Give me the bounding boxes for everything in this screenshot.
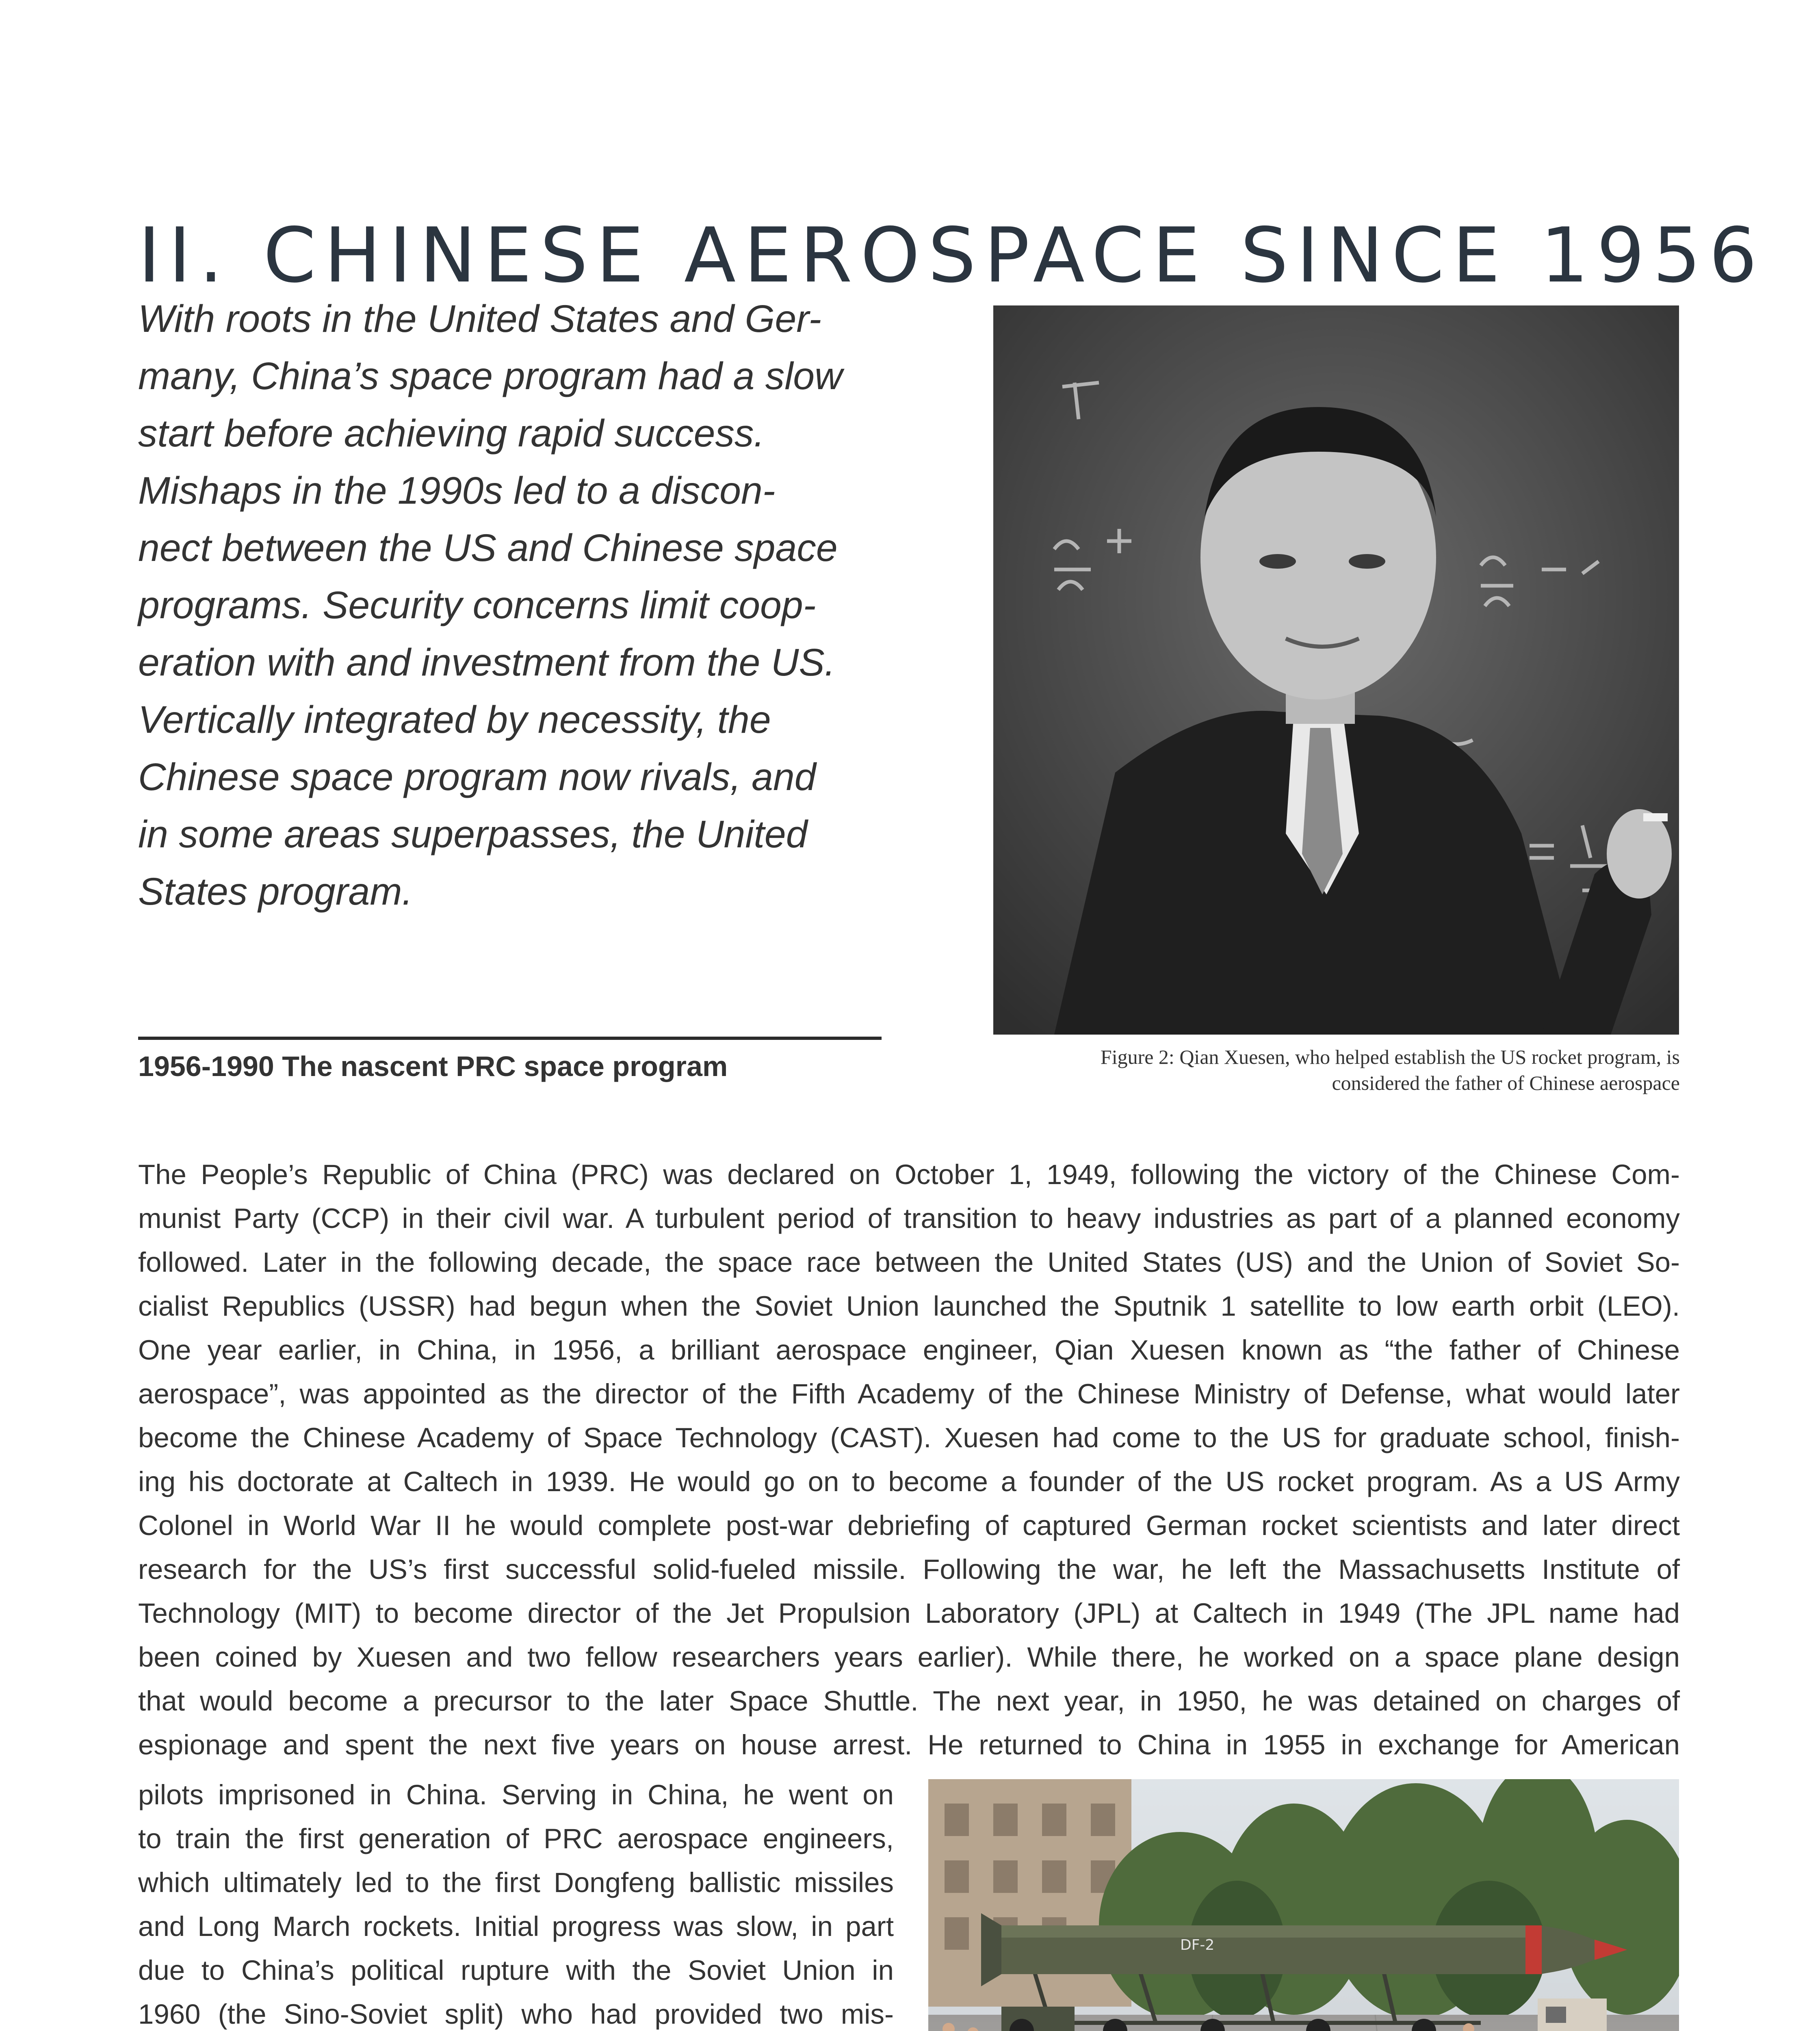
intro-line: Mishaps in the 1990s led to a discon- (138, 469, 776, 512)
intro-line: start before achieving rapid success. (138, 412, 765, 455)
section-heading: 1956-1990 The nascent PRC space program (138, 1050, 728, 1082)
body-line: One year earlier, in China, in 1956, a brilliant aerospace engineer, Qian Xuesen known as “the father of Chinese (138, 1334, 1680, 1366)
intro-line: Vertically integrated by necessity, the (138, 698, 771, 741)
body-line: followed. Later in the following decade, the space race between the United States (US) and the Union of Soviet So- (138, 1247, 1680, 1278)
body-line: which ultimately led to the first Dongfeng ballistic missiles (138, 1867, 894, 1898)
caption-line: considered the father of Chinese aerospace (1332, 1072, 1680, 1094)
intro-line: eration with and investment from the US. (138, 641, 836, 684)
missile-marking: DF-2 (1180, 1937, 1215, 1953)
figure-2-caption (955, 1044, 1680, 1096)
intro-line: many, China’s space program had a slow (138, 355, 843, 398)
body-line: Technology (MIT) to become director of the Jet Propulsion Laboratory (JPL) at Caltech in 1949 (The JPL name had (138, 1598, 1680, 1629)
body-line: ing his doctorate at Caltech in 1939. He would go on to become a founder of the US rocket program. As a US Army (138, 1466, 1680, 1497)
body-line: research for the US’s first successful solid-fueled missile. Following the war, he left the Massachusetts Institute of (138, 1554, 1680, 1585)
body-line: become the Chinese Academy of Space Technology (CAST). Xuesen had come to the US for graduate school, finish- (138, 1422, 1680, 1453)
intro-line: nect between the US and Chinese space (138, 526, 838, 569)
dongfeng-2-photo (928, 1779, 1679, 2031)
body-line: to train the first generation of PRC aerospace engineers, (138, 1823, 894, 1854)
missile-photo-icon (928, 1779, 1679, 2031)
body-line: been coined by Xuesen and two fellow researchers years earlier). While there, he worked on a space plane design (138, 1641, 1680, 1673)
body-line: 1960 (the Sino-Soviet split) who had provided two mis- (138, 1999, 894, 2030)
body-line: pilots imprisoned in China. Serving in China, he went on (138, 1779, 894, 1810)
intro-summary (138, 290, 910, 920)
body-line: The People’s Republic of China (PRC) was declared on October 1, 1949, following the victory of the Chinese Com- (138, 1159, 1680, 1190)
body-line: espionage and spent the next five years on house arrest. He returned to China in 1955 in exchange for American (138, 1729, 1680, 1760)
body-paragraph (138, 1153, 1680, 1767)
section-divider (138, 1037, 882, 1040)
intro-line: States program. (138, 870, 413, 913)
portrait-photo-icon (993, 305, 1679, 1035)
body-line: Colonel in World War II he would complete post-war debriefing of captured German rocket scientists and later direct (138, 1510, 1680, 1541)
body-line: due to China’s political rupture with the Soviet Union in (138, 1955, 894, 1986)
intro-line: in some areas superpasses, the United (138, 813, 808, 856)
qian-xuesen-photo (993, 305, 1679, 1035)
caption-line: Figure 2: Qian Xuesen, who helped establish the US rocket program, is (1100, 1046, 1680, 1068)
body-paragraph-narrow (138, 1773, 894, 2031)
page-title: II. CHINESE AEROSPACE SINCE 1956 (138, 211, 1766, 299)
body-line: munist Party (CCP) in their civil war. A turbulent period of transition to heavy industries as part of a planned economy (138, 1203, 1680, 1234)
body-line: and Long March rockets. Initial progress was slow, in part (138, 1911, 894, 1942)
body-line: aerospace”, was appointed as the director of the Fifth Academy of the Chinese Ministry of Defense, what would later (138, 1378, 1680, 1410)
intro-line: With roots in the United States and Ger- (138, 297, 821, 340)
intro-line: Chinese space program now rivals, and (138, 756, 816, 799)
body-line: that would become a precursor to the later Space Shuttle. The next year, in 1950, he was detained on charges of (138, 1685, 1680, 1717)
body-line: cialist Republics (USSR) had begun when the Soviet Union launched the Sputnik 1 satellite to low earth orbit (LEO). (138, 1290, 1680, 1322)
intro-line: programs. Security concerns limit coop- (138, 584, 816, 627)
